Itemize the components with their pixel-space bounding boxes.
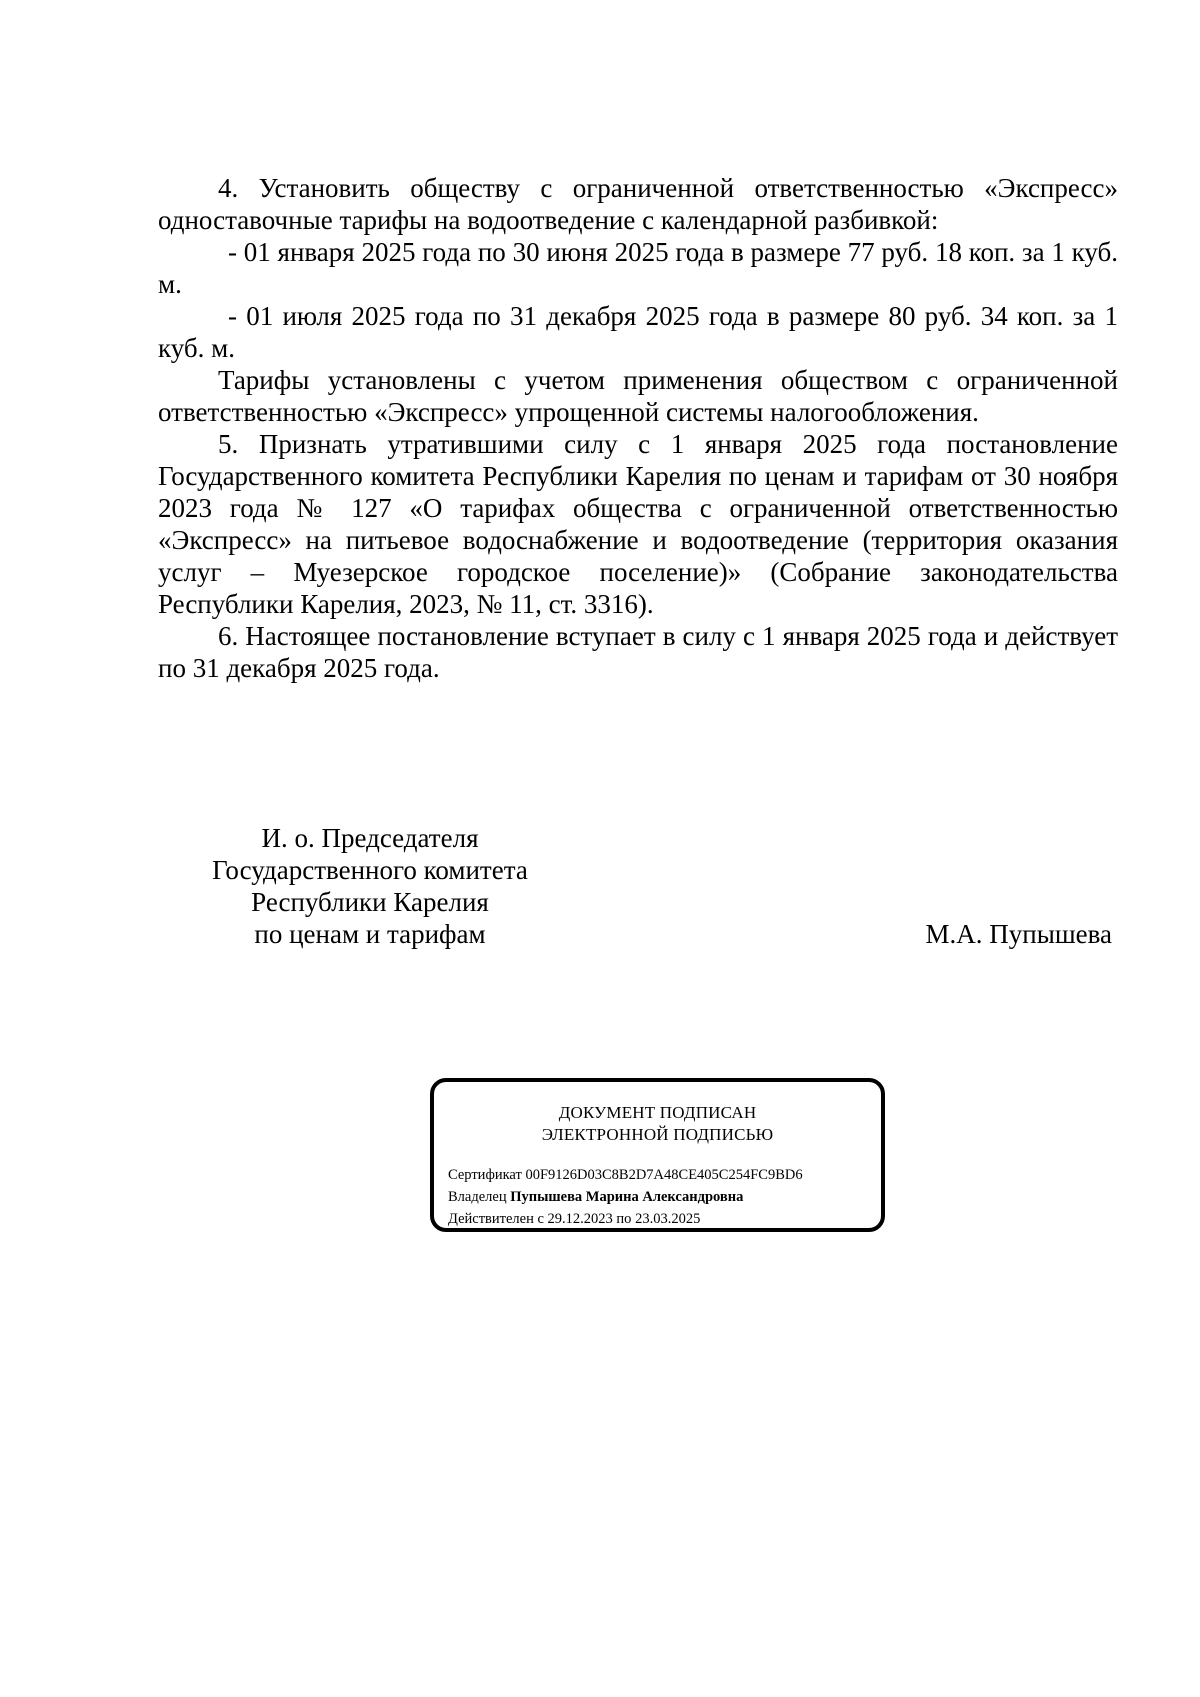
stamp-valid-label: Действителен с bbox=[448, 1211, 544, 1227]
stamp-certificate-label: Сертификат bbox=[448, 1167, 522, 1183]
electronic-signature-stamp bbox=[430, 1078, 885, 1232]
stamp-certificate-line bbox=[448, 1164, 803, 1186]
stamp-header-line: ЭЛЕКТРОННОЙ ПОДПИСЬЮ bbox=[541, 1125, 774, 1144]
paragraph-4-item-1: - 01 января 2025 года по 30 июня 2025 года в размере 77 руб. 18 коп. за 1 куб. м. bbox=[158, 237, 1118, 299]
signatory-title-line: по ценам и тарифам bbox=[254, 919, 486, 949]
document-body bbox=[158, 172, 1118, 684]
signatory-title bbox=[150, 822, 590, 950]
paragraph-5: 5. Признать утратившими силу с 1 января 2025 года постановление Государственного комитета Республики Карелия по ценам и тарифам от 30 ноября 2023 года № 127 «О тарифах общества с ограниченной ответственностью «Экспресс» на питьевое водоснабжение и водоотведение (территория оказания услуг – Муезерское городское поселение)» (Собрание законодательства Республики Карелия, 2023, № 11, ст. 3316). bbox=[158, 429, 1118, 619]
stamp-owner-line bbox=[448, 1186, 803, 1208]
stamp-valid-to-label: по bbox=[616, 1211, 632, 1227]
stamp-valid-to: 23.03.2025 bbox=[635, 1211, 701, 1227]
paragraph-4-note: Тарифы установлены с учетом применения обществом с ограниченной ответственностью «Экспресс» упрощенной системы налогообложения. bbox=[158, 365, 1118, 427]
signatory-title-line: Государственного комитета bbox=[212, 855, 528, 885]
stamp-valid-from: 29.12.2023 bbox=[547, 1211, 613, 1227]
paragraph-4-item-2: - 01 июля 2025 года по 31 декабря 2025 года в размере 80 руб. 34 коп. за 1 куб. м. bbox=[158, 301, 1118, 363]
stamp-owner-value: Пупышева Марина Александровна bbox=[510, 1189, 744, 1205]
paragraph-6: 6. Настоящее постановление вступает в силу с 1 января 2025 года и действует по 31 декабря 2025 года. bbox=[158, 621, 1118, 683]
stamp-details bbox=[448, 1164, 803, 1230]
stamp-validity-line bbox=[448, 1208, 803, 1230]
stamp-header-line: ДОКУМЕНТ ПОДПИСАН bbox=[558, 1103, 757, 1122]
signatory-title-line: Республики Карелия bbox=[251, 887, 489, 917]
paragraph-4: 4. Установить обществу с ограниченной ответственностью «Экспресс» одноставочные тарифы на водоотведение с календарной разбивкой: bbox=[158, 173, 1118, 235]
stamp-owner-label: Владелец bbox=[448, 1189, 507, 1205]
stamp-certificate-value: 00F9126D03C8B2D7A48CE405C254FC9BD6 bbox=[525, 1167, 803, 1183]
signatory-name: М.А. Пупышева bbox=[925, 919, 1112, 949]
stamp-header bbox=[434, 1102, 881, 1146]
signatory-title-line: И. о. Председателя bbox=[261, 823, 479, 853]
